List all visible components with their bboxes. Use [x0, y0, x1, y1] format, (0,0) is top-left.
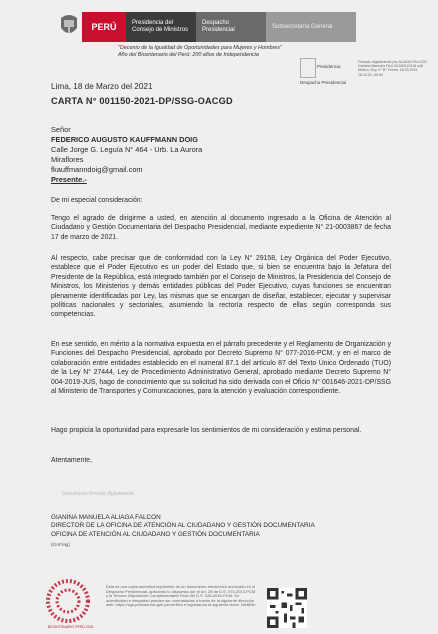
shield-icon	[300, 58, 316, 78]
qr-code-icon[interactable]	[266, 588, 308, 628]
signer-block	[51, 514, 315, 539]
bicentenario-label: BICENTENARIO PERÚ 2021	[48, 625, 94, 629]
recipient-name: FEDERICO AUGUSTO KAUFFMANN DOIG	[51, 135, 198, 144]
letter-number: CARTA N° 001150-2021-DP/SSG-OACGD	[51, 96, 233, 106]
paragraph-1: Tengo el agrado de dirigirme a usted, en atención al documento ingresado a la Oficina de Atención al Ciudadano y Gestión Documentaria del Despacho Presidencial, mediante expediente N° 21-0003867 de fecha 17 de marzo de 2021.	[51, 215, 391, 241]
paragraph-4: Hago propicia la oportunidad para expresarle los sentimientos de mi consideración y estima personal.	[51, 427, 362, 434]
authenticity-note: Esta es una copia auténtica imprimible de un documento electrónico archivado en el Despacho Presidencial, aplicando lo dispuesto por el Art. 25 de D.S. 070-2013-PCM y la Tercera Disposición Complementaria Final del D.S. 026-2016-PCM. Su autenticidad e integridad pueden ser contrastadas a través de la siguiente dirección web: https://sgd.presidencia.gob.pe/verifica e ingresando la siguiente clave: NIIdkNh	[106, 584, 256, 608]
recipient-street: Calle Jorge G. Leguía N° 464 - Urb. La Aurora	[51, 145, 203, 154]
pcm-label: Presidencia del Consejo de Ministros	[126, 12, 196, 42]
salutation: Señor	[51, 125, 71, 134]
recipient-district: Miraflores	[51, 155, 84, 164]
greeting: De mi especial consideración:	[51, 197, 143, 204]
despacho-label: Despacho Presidencial	[196, 12, 266, 42]
reference-initials: (GAF/ag)	[51, 542, 70, 547]
decade-slogan: "Decenio de la Igualdad de Oportunidades para Mujeres y Hombres"	[118, 45, 282, 51]
paragraph-2: Al respecto, cabe precisar que de conformidad con la Ley N° 29158, Ley Orgánica del Poder Ejecutivo, establece que el Poder Ejecutivo es un poder del Estado que, si bien se encuentra bajo la Jefatura del Presidente de la República, está integrado también por el Consejo de Ministros, la Presidencia del Consejo de Ministros, los Ministerios y demás entidades públicas del Poder Ejecutivo, cuyas funciones se encuentran plenamente identificadas por Ley, las mismas que se encargan de diseñar, establecer, ejecutar y supervisar políticas nacionales y sectoriales, asumiendo la rectoría respecto de ellas según corresponda sus competencias.	[51, 255, 391, 319]
header-banner	[82, 12, 356, 42]
signer-office: OFICINA DE ATENCIÓN AL CIUDADANO Y GESTIÓN DOCUMENTARIA	[51, 530, 260, 538]
closing: Atentamente,	[51, 457, 92, 464]
peru-brand: PERÚ	[82, 12, 126, 42]
bicentenario-logo-icon	[43, 576, 93, 626]
recipient-email: fkauffmanndoig@gmail.com	[51, 165, 143, 174]
digital-signature-stamp: Firmado digitalmente por ALIAGA FALCON Gianina Manuela FAU 20100012518 soft Motivo: Doy V° B° Fecha: 18.03.2021 18:12:01 -05:00	[358, 60, 427, 77]
signer-name: GIANINA MANUELA ALIAGA FALCON	[51, 514, 161, 521]
coat-of-arms-icon	[58, 12, 80, 40]
signer-title: DIRECTOR DE LA OFICINA DE ATENCIÓN AL CIUDADANO Y GESTIÓN DOCUMENTARIA	[51, 522, 315, 530]
year-slogan: Año del Bicentenario del Perú: 200 años de Independencia	[118, 52, 259, 58]
signature-placeholder: Documento firmado digitalmente	[62, 491, 134, 497]
recipient-block	[51, 125, 202, 185]
presente: Presente.-	[51, 175, 87, 184]
letter-date: Lima, 18 de Marzo del 2021	[51, 82, 153, 91]
presidencia-logo: Presidencia Despacho Presidencial	[300, 58, 352, 86]
paragraph-3: En ese sentido, en mérito a la normativa expuesta en el párrafo precedente y el Reglamento de Organización y Funciones del Despacho Presidencial, aprobado por Decreto Supremo N° 077-2016-PCM, y en el marco de colaboración entre entidades establecido en el numeral 87.1 del artículo 87 del Texto Único Ordenado (TUO) de la Ley N° 27444, Ley de Procedimiento Administrativo General, aprobado mediante Decreto Supremo N° 004-2019-JUS, hago de conocimiento que su solicitud ha sido derivada con el Oficio N° 001646-2021-DP/SSG al Ministerio de Transportes y Comunicaciones, para la atención y evaluación correspondiente.	[51, 341, 391, 396]
subsecretaria-label: Subsecretaría General	[266, 12, 356, 42]
